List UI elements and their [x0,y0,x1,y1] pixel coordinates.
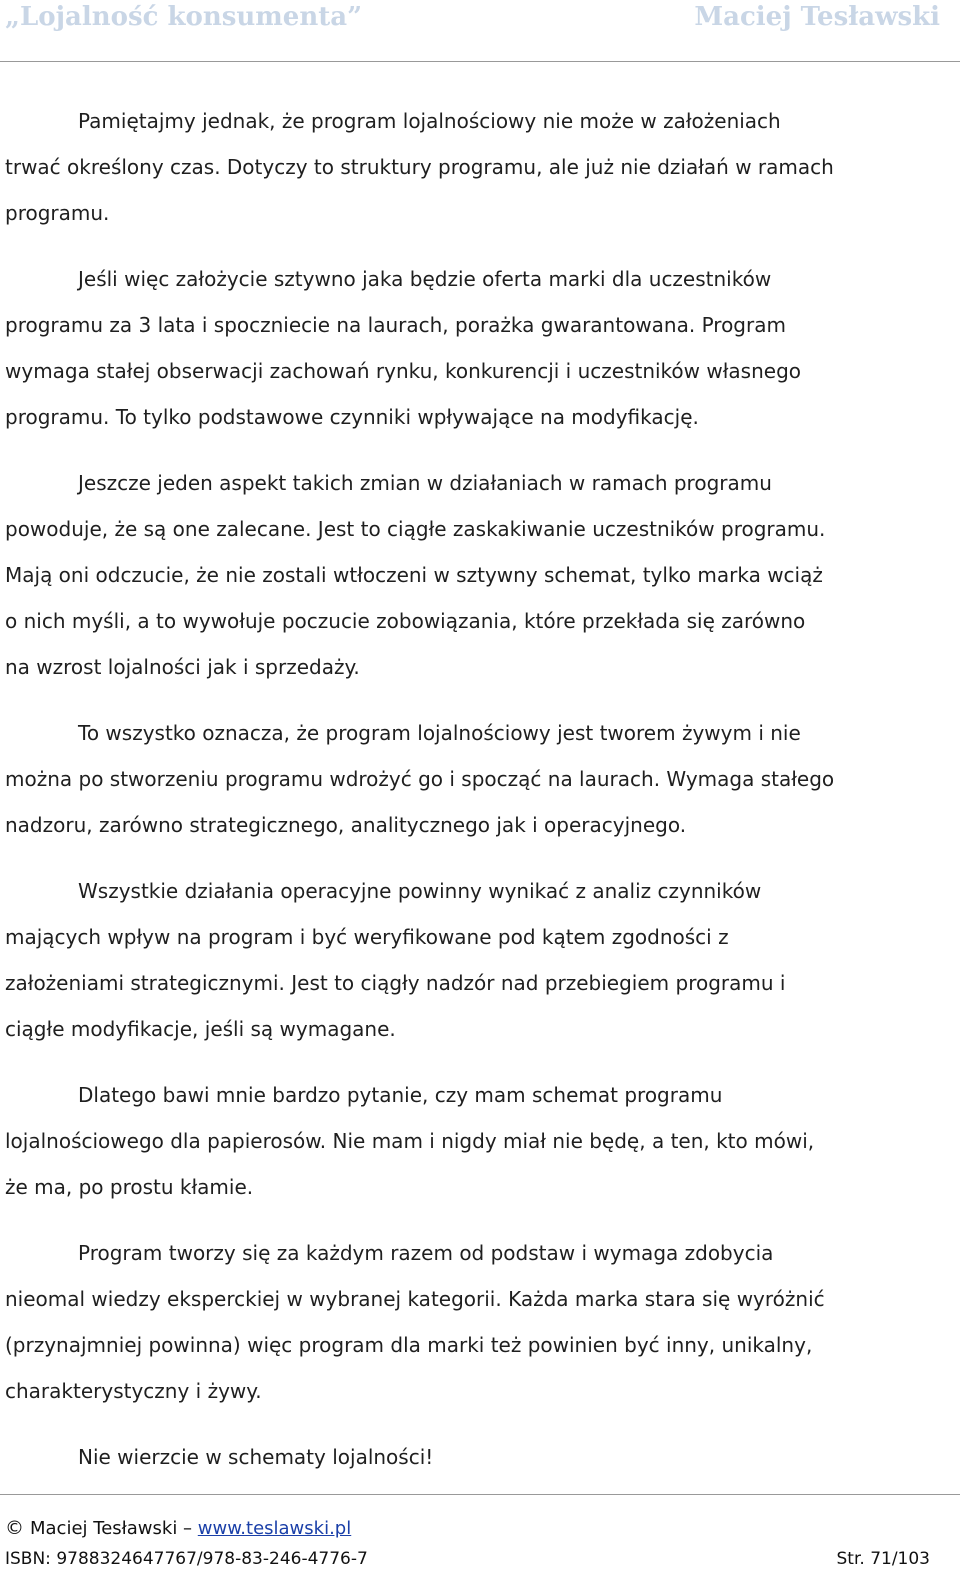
paragraph-line: programu za 3 lata i spoczniecie na laurach, porażka gwarantowana. Program [5,313,786,337]
paragraph [5,256,930,440]
paragraph-line: wymaga stałej obserwacji zachowań rynku, konkurencji i uczestników własnego [5,359,802,383]
paragraph-line: Dlatego bawi mnie bardzo pytanie, czy mam schemat programu [78,1083,723,1107]
paragraph [5,1434,930,1480]
paragraph-line: o nich myśli, a to wywołuje poczucie zobowiązania, które przekłada się zarówno [5,609,806,633]
paragraph-line: Program tworzy się za każdym razem od podstaw i wymaga zdobycia [78,1241,774,1265]
paragraph [5,98,930,236]
copyright-line [5,1517,351,1540]
paragraph-line: To wszystko oznacza, że program lojalnościowy jest tworem żywym i nie [78,721,801,745]
paragraph-line: Nie wierzcie w schematy lojalności! [78,1445,434,1469]
paragraph-line: Jeśli więc założycie sztywno jaka będzie oferta marki dla uczestników [78,267,772,291]
paragraph [5,1230,930,1414]
paragraph [5,710,930,848]
paragraph-line: trwać określony czas. Dotyczy to struktury programu, ale już nie działań w ramach [5,155,834,179]
paragraph-line: założeniami strategicznymi. Jest to ciągły nadzór nad przebiegiem programu i [5,971,786,995]
paragraph-line: powoduje, że są one zalecane. Jest to ciągłe zaskakiwanie uczestników programu. [5,517,826,541]
paragraph-line: charakterystyczny i żywy. [5,1379,262,1403]
page-number: Str. 71/103 [836,1549,930,1569]
paragraph-line: można po stworzeniu programu wdrożyć go i spocząć na laurach. Wymaga stałego [5,767,835,791]
document-body [5,98,930,1500]
paragraph-line: programu. To tylko podstawowe czynniki wpływające na modyfikację. [5,405,699,429]
paragraph-line: mających wpływ na program i być weryfikowane pod kątem zgodności z [5,925,729,949]
page-footer [0,1494,960,1592]
paragraph-line: (przynajmniej powinna) więc program dla marki też powinien być inny, unikalny, [5,1333,813,1357]
paragraph [5,868,930,1052]
paragraph-line: Pamiętajmy jednak, że program lojalnościowy nie może w założeniach [78,109,781,133]
paragraph-line: programu. [5,201,110,225]
copyright-icon: © [5,1517,24,1539]
header-author: Maciej Tesławski [694,2,940,32]
paragraph-line: nadzoru, zarówno strategicznego, analitycznego jak i operacyjnego. [5,813,687,837]
paragraph-line: Mają oni odczucie, że nie zostali wtłoczeni w sztywny schemat, tylko marka wciąż [5,563,823,587]
isbn-text: ISBN: 9788324647767/978-83-246-4776-7 [5,1549,368,1569]
paragraph-line: że ma, po prostu kłamie. [5,1175,254,1199]
page-header [0,0,960,62]
paragraph [5,1072,930,1210]
paragraph-line: nieomal wiedzy eksperckiej w wybranej kategorii. Każda marka stara się wyróżnić [5,1287,825,1311]
book-title: „Lojalność konsumenta” [5,2,363,32]
copyright-name: Maciej Tesławski – [30,1518,193,1539]
paragraph-line: Wszystkie działania operacyjne powinny wynikać z analiz czynników [78,879,762,903]
paragraph-line: ciągłe modyfikacje, jeśli są wymagane. [5,1017,396,1041]
paragraph [5,460,930,690]
paragraph-line: lojalnościowego dla papierosów. Nie mam i nigdy miał nie będę, a ten, kto mówi, [5,1129,815,1153]
website-link[interactable]: www.teslawski.pl [197,1518,352,1539]
paragraph-line: Jeszcze jeden aspekt takich zmian w działaniach w ramach programu [78,471,772,495]
paragraph-line: na wzrost lojalności jak i sprzedaży. [5,655,360,679]
